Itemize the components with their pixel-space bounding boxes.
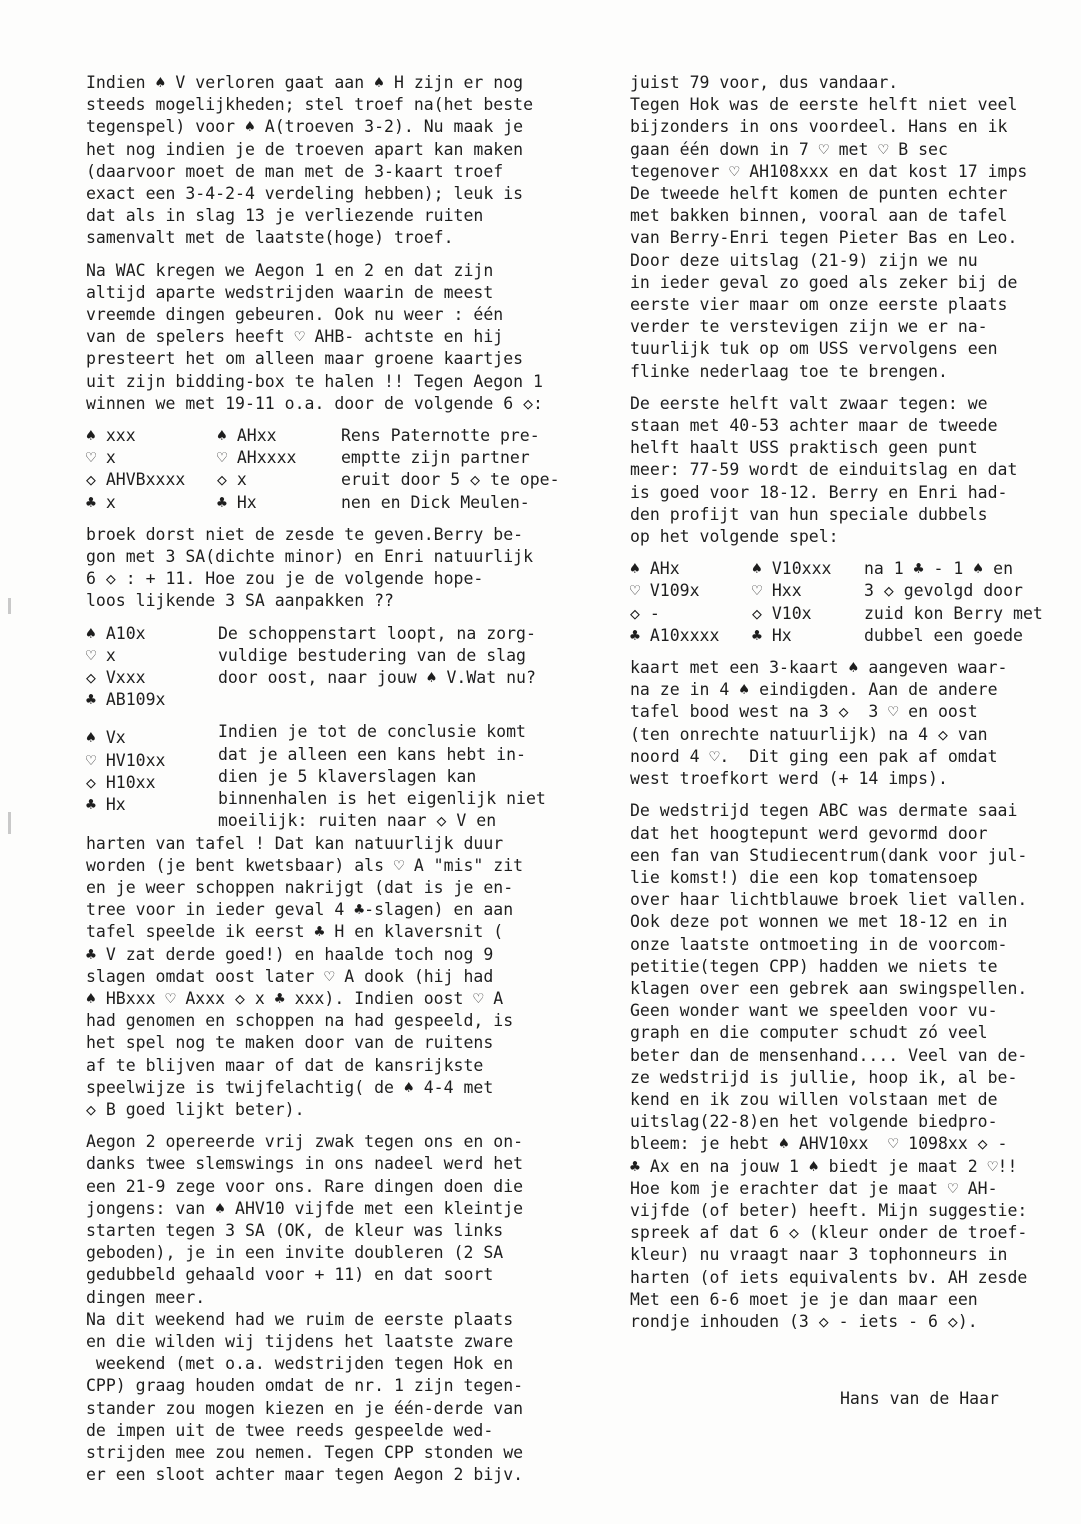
bridge-hand-diagram [630,558,1075,647]
bridge-hand-diagram [86,721,596,832]
author-signature: Hans van de Haar [840,1389,999,1408]
right-column [630,72,1075,1343]
paragraph: kaart met een 3-kaart ♠ aangeven waar- na ze in 4 ♠ eindigden. Aan de andere tafel bood west na 3 ◇ 3 ♡ en oost (ten onrechte natuurlijk) na 4 ◇ van noord 4 ♡. Dit ging een pak af omdat west troefkort werd (+ 14 imps). [630,658,1008,789]
left-column [86,72,596,1496]
hand-west: ♠ AHx ♡ V109x ◇ - ♣ A10xxxx [630,559,720,645]
hand-east: ♠ AHxx ♡ AHxxxx ◇ x ♣ Hx [217,426,297,512]
scan-speck [8,598,11,614]
paragraph: Indien ♠ V verloren gaat aan ♠ H zijn er nog steeds mogelijkheden; stel troef na(het beste tegenspel) voor ♠ A(troeven 3-2). Nu maak je het nog indien je de troeven apart kan maken (daarvoor moet de man met de 3-kaart troef exact een 3-4-2-4 verdeling hebben); leuk is dat als in slag 13 je verliezende ruiten samenvalt met de laatste(hoge) troef. [86,73,534,248]
hand-west: ♠ xxx ♡ x ◇ AHVBxxxx ♣ x [86,426,186,512]
paragraph: De wedstrijd tegen ABC was dermate saai dat het hoogtepunt werd gevormd door een fan van Studiecentrum(dank voor jul- lie komst!) die een kop tomatensoep over haar lichtblauwe broek liet vallen. Ook deze pot wonnen we met 18-12 en in onze laatste ontmoeting in de voorcom- petitie(tegen CPP) hadden we niets te klagen over een gebrek aan swingspellen. Geen wonder want we speelden voor vu- graph en die computer schudt zó veel beter dan de mensenhand.... Veel van de- ze wedstrijd is jullie, hoop ik, al be- kend en ik zou willen volstaan met de uitslag(22-8)en het volgende biedpro- bleem: je hebt ♠ AHV10xx ♡ 1098xx ◇ - ♣ Ax en na jouw 1 ♠ biedt je maat 2 ♡!! Hoe kom je erachter dat je maat ♡ AH- vijfde (of beter) heeft. Mijn suggestie: spreek af dat 6 ◇ (kleur onder de troef- kleur) nu vraagt naar 3 tophonneurs in harten (of iets equivalents bv. AH zesde Met een 6-6 moet je je dan maar een rondje inhouden (3 ◇ - iets - 6 ◇). [630,801,1028,1331]
scan-speck [8,812,11,834]
paragraph: Na WAC kregen we Aegon 1 en 2 en dat zijn altijd aparte wedstrijden waarin de meest vreemde dingen gebeuren. Ook nu weer : één van de spelers heeft ♡ AHB- achtste en hij presteert het om alleen maar groene kaartjes uit zijn bidding-box te halen !! Tegen Aegon 1 winnen we met 19-11 o.a. door de volgende 6 ◇: [86,260,543,413]
bridge-hand-diagram [86,425,596,514]
paragraph: broek dorst niet de zesde te geven.Berry be- gon met 3 SA(dichte minor) en Enri natuurlijk 6 ◇ : + 11. Hoe zou je de volgende hope- loos lijkende 3 SA aanpakken ?? [86,524,534,611]
paragraph: De eerste helft valt zwaar tegen: we staan met 40-53 achter maar de tweede helft haalt USS praktisch geen punt meer: 77-59 wordt de einduitslag en dat is goed voor 18-12. Berry en Enri had- den profijt van hun speciale dubbels op het volgende spel: [630,393,1018,547]
hand-north: ♠ A10x ♡ x ◇ Vxxx ♣ AB109x [86,623,166,710]
hand-south: ♠ Vx ♡ HV10xx ◇ H10xx ♣ Hx [86,728,166,815]
bridge-hand-diagram [86,623,596,712]
hand-note: De schoppenstart loopt, na zorg- vuldige bestudering van de slag door oost, naar jouw ♠ V.Wat nu? [218,623,536,688]
paragraph: harten van tafel ! Dat kan natuurlijk duur worden (je bent kwetsbaar) als ♡ A "mis" zit en je weer schoppen nakrijgt (dat is je en- tree voor in ieder geval 4 ♣-slagen) en aan tafel speelde ik eerst ♣ H en klaversnit ( ♣ V zat derde goed!) en haalde toch nog 9 slagen omdat oost later ♡ A dook (hij had ♠ HBxxx ♡ Axxx ◇ x ♣ xxx). Indien oost ♡ A had genomen en schoppen na had gespeeld, is het spel nog te maken door van de ruitens af te blijven maar of dat de kansrijkste speelwijze is twijfelachtig( de ♠ 4-4 met ◇ B goed lijkt beter). [86,833,524,1119]
hand-note: Indien je tot de conclusie komt dat je alleen een kans hebt in- dien je 5 klaverslagen kan binnenhalen is het eigenlijk niet moeilijk: ruiten naar ◇ V en [218,722,546,831]
hand-note: na 1 ♣ - 1 ♠ en 3 ◇ gevolgd door zuid kon Berry met dubbel een goede [864,559,1043,645]
hand-note: Rens Paternotte pre- emptte zijn partner eruit door 5 ◇ te ope- nen en Dick Meulen- [341,426,560,512]
paragraph: Aegon 2 opereerde vrij zwak tegen ons en on- danks twee slemswings in ons nadeel werd het een 21-9 zege voor ons. Rare dingen doen die jongens: van ♠ AHV10 vijfde met een kleintje starten tegen 3 SA (OK, de kleur was links geboden), je in een invite doubleren (2 SA gedubbeld gehaald voor + 11) en dat soort dingen meer. Na dit weekend had we ruim de eerste plaats en die wilden wij tijdens het laatste zware weekend (met o.a. wedstrijden tegen Hok en CPP) graag houden omdat de nr. 1 zijn tegen- stander zou mogen kiezen en je één-derde van de impen uit de twee reeds gespeelde wed- strijden mee zou nemen. Tegen CPP stonden we er een sloot achter maar tegen Aegon 2 bijv. [86,1132,524,1485]
hand-east: ♠ V10xxx ♡ Hxx ◇ V10x ♣ Hx [752,559,832,645]
paragraph: juist 79 voor, dus vandaar. Tegen Hok was de eerste helft niet veel bijzonders in ons voordeel. Hans en ik gaan één down in 7 ♡ met ♡ B sec tegenover ♡ AH108xxx en dat kost 17 imps De tweede helft komen de punten echter met bakken binnen, vooral aan de tafel van Berry-Enri tegen Pieter Bas en Leo. Door deze uitslag (21-9) zijn we nu in ieder geval zo goed als zeker bij de eerste vier maar om onze eerste plaats verder te verstevigen zijn we er na- tuurlijk tuk op om USS vervolgens een flinke nederlaag toe te brengen. [630,73,1028,381]
